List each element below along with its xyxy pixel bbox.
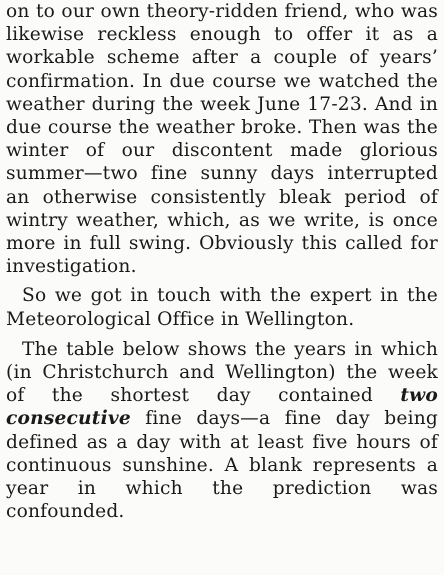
paragraph-3: [6, 338, 438, 524]
article-column: [6, 0, 438, 523]
paragraph-2: [6, 284, 438, 330]
paragraph-2-text: So we got in touch with the expert in the Meteorological Office in Wellington.: [6, 285, 438, 330]
paragraph-3-italic: two consecutive: [6, 385, 438, 430]
paragraph-3-text-a: The table below shows the years in which (in Christchurch and Wellington) the week of the shortest day contained: [6, 338, 438, 407]
paragraph-3-text-b: fine days—a fine day being defined as a day with at least five hours of continuous sunshine. A blank represents a year in which the prediction was confounded.: [6, 408, 438, 523]
paragraph-1-text: on to our own theory-ridden friend, who was likewise reckless enough to offer it as a workable scheme after a couple of years’ confirmation. In due course we watched the weather during the week June 17-23. And in due course the weather broke. Then was the winter of our discontent made glorious summer—two fine sunny days interrupted an otherwise consistently bleak period of wintry weather, which, as we write, is once more in full swing. Obviously this called for investigation.: [6, 1, 438, 278]
paragraph-1: [6, 0, 438, 278]
